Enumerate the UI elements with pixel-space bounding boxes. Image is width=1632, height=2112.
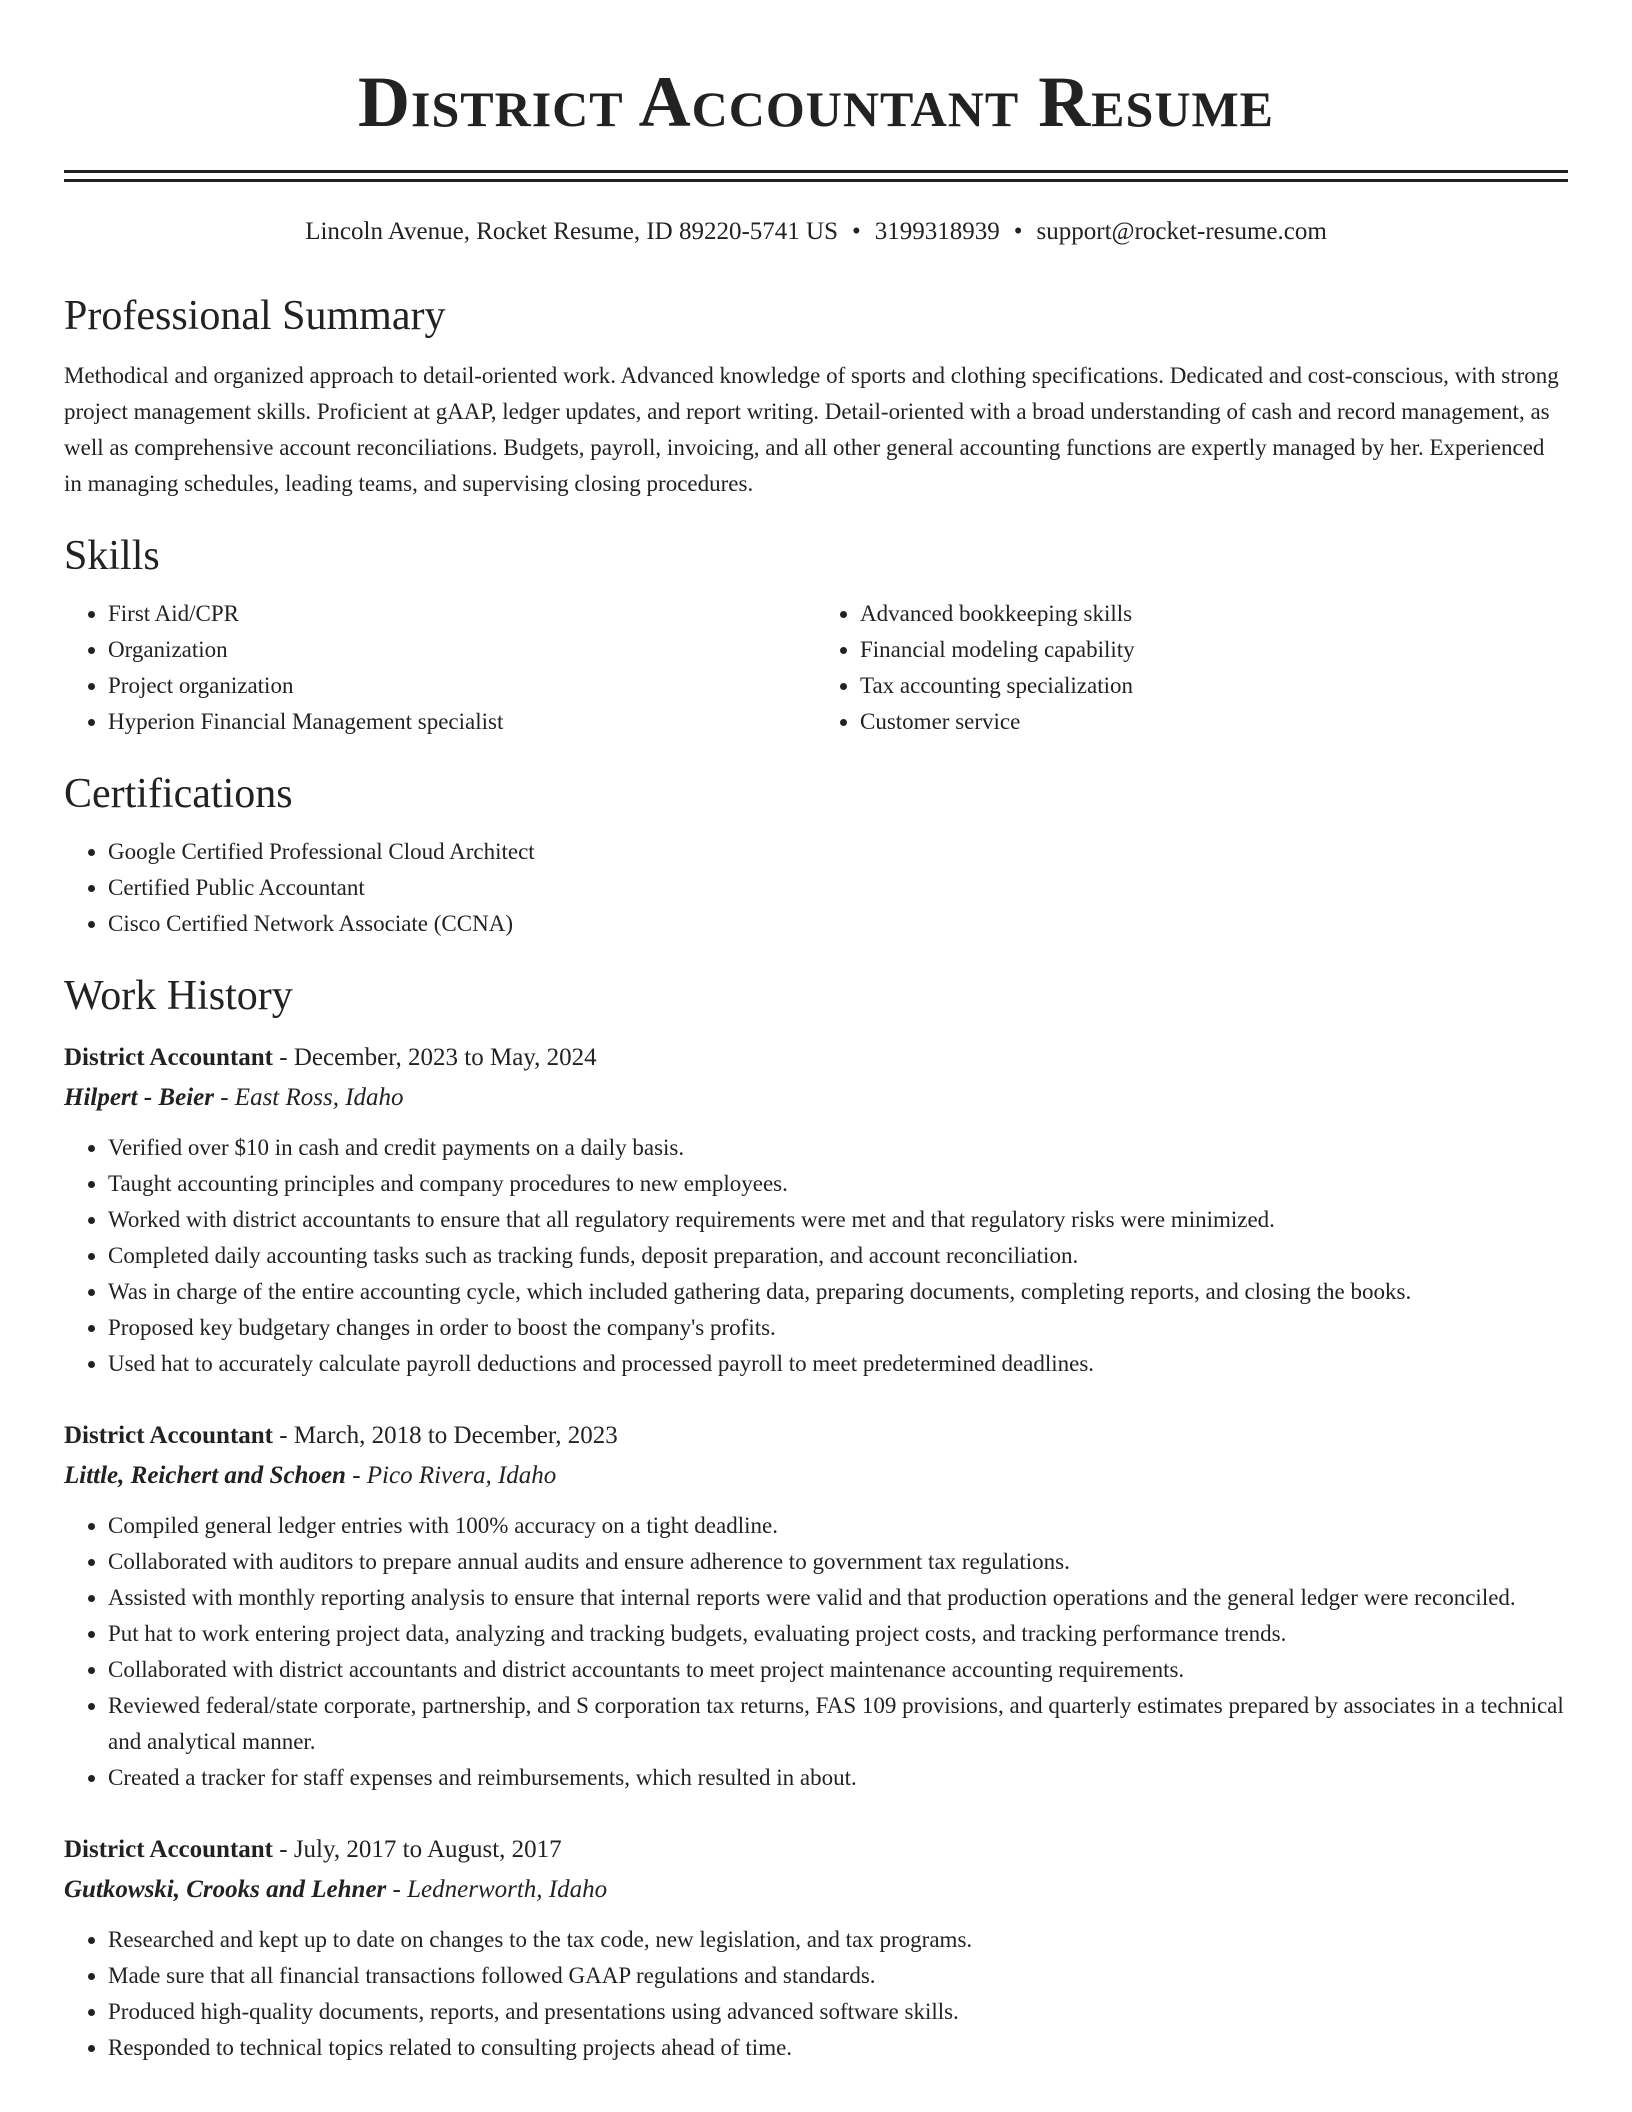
job-bullet: • Proposed key budgetary changes in order to boost the company's profits. <box>108 1310 1568 1346</box>
job-bullet: • Researched and kept up to date on changes to the tax code, new legislation, and tax programs. <box>108 1922 1568 1958</box>
contact-email: support@rocket-resume.com <box>1036 218 1327 245</box>
job-title: District Accountant <box>64 1044 273 1071</box>
summary-heading: Professional Summary <box>64 293 446 339</box>
title-divider-top <box>64 170 1568 173</box>
job-bullet: • Put hat to work entering project data, analyzing and tracking budgets, evaluating project costs, and tracking performance trends. <box>108 1616 1568 1652</box>
certification-item: • Cisco Certified Network Associate (CCNA) <box>108 906 1568 942</box>
skill-item: • Advanced bookkeeping skills <box>860 596 1568 632</box>
resume-title: District Accountant Resume <box>358 62 1274 142</box>
certifications-heading: Certifications <box>64 771 293 817</box>
skill-item: • Organization <box>108 632 816 668</box>
job-title-line <box>64 1038 1568 1078</box>
job-title: District Accountant <box>64 1422 273 1449</box>
job-location: - Lednerworth, Idaho <box>386 1876 608 1903</box>
job-bullets <box>64 1922 1568 2066</box>
job-bullet: • Created a tracker for staff expenses and reimbursements, which resulted in about. <box>108 1760 1568 1796</box>
skill-item: • Hyperion Financial Management specialist <box>108 704 816 740</box>
certification-item: • Google Certified Professional Cloud Architect <box>108 834 1568 870</box>
skill-item: • First Aid/CPR <box>108 596 816 632</box>
job-company: Hilpert - Beier <box>64 1084 214 1111</box>
job-company-line <box>64 1456 1568 1496</box>
work-history-heading: Work History <box>64 973 293 1019</box>
job-bullet: • Taught accounting principles and company procedures to new employees. <box>108 1166 1568 1202</box>
certifications-list <box>64 834 1568 942</box>
job-company: Little, Reichert and Schoen <box>64 1462 346 1489</box>
job-title-line <box>64 1416 1568 1456</box>
skill-item: • Customer service <box>860 704 1568 740</box>
skills-columns <box>64 596 1568 740</box>
job-entry <box>64 1830 1568 2066</box>
contact-separator: • <box>851 218 861 245</box>
job-bullet: • Worked with district accountants to ensure that all regulatory requirements were met and that regulatory risks were minimized. <box>108 1202 1568 1238</box>
job-bullets <box>64 1508 1568 1796</box>
skill-item: • Project organization <box>108 668 816 704</box>
skills-left-list <box>64 596 816 740</box>
certification-item: • Certified Public Accountant <box>108 870 1568 906</box>
contact-phone: 3199318939 <box>874 218 1000 245</box>
job-bullet: • Produced high-quality documents, reports, and presentations using advanced software skills. <box>108 1994 1568 2030</box>
job-bullet: • Responded to technical topics related to consulting projects ahead of time. <box>108 2030 1568 2066</box>
contact-address: Lincoln Avenue, Rocket Resume, ID 89220-5741 US <box>305 218 838 245</box>
skills-heading: Skills <box>64 533 160 579</box>
contact-separator: • <box>1013 218 1023 245</box>
job-entry <box>64 1416 1568 1796</box>
job-bullet: • Completed daily accounting tasks such as tracking funds, deposit preparation, and account reconciliation. <box>108 1238 1568 1274</box>
contact-line <box>64 216 1568 248</box>
job-bullet: • Reviewed federal/state corporate, partnership, and S corporation tax returns, FAS 109 provisions, and quarterly estimates prepared by associates in a technical and analytical manner. <box>108 1688 1568 1760</box>
job-dates: - March, 2018 to December, 2023 <box>273 1422 618 1449</box>
job-bullets <box>64 1130 1568 1382</box>
job-company-line <box>64 1078 1568 1118</box>
skill-item: • Tax accounting specialization <box>860 668 1568 704</box>
job-bullet: • Used hat to accurately calculate payroll deductions and processed payroll to meet predetermined deadlines. <box>108 1346 1568 1382</box>
skill-item: • Financial modeling capability <box>860 632 1568 668</box>
job-company-line <box>64 1870 1568 1910</box>
job-dates: - July, 2017 to August, 2017 <box>273 1836 562 1863</box>
skills-right-list <box>816 596 1568 740</box>
job-bullet: • Compiled general ledger entries with 100% accuracy on a tight deadline. <box>108 1508 1568 1544</box>
job-company: Gutkowski, Crooks and Lehner <box>64 1876 387 1903</box>
summary-text: Methodical and organized approach to detail-oriented work. Advanced knowledge of sports and clothing specifications. Dedicated and cost-conscious, with strong project management skills. Proficient at gAAP, ledger updates, and report writing. Detail-oriented with a broad understanding of cash and record management, as well as comprehensive account reconciliations. Budgets, payroll, invoicing, and all other general accounting functions are expertly managed by her. Experienced in managing schedules, leading teams, and supervising closing procedures. <box>64 363 1559 496</box>
job-bullet: • Made sure that all financial transactions followed GAAP regulations and standards. <box>108 1958 1568 1994</box>
job-bullet: • Assisted with monthly reporting analysis to ensure that internal reports were valid and that production operations and the general ledger were reconciled. <box>108 1580 1568 1616</box>
job-bullet: • Was in charge of the entire accounting cycle, which included gathering data, preparing documents, completing reports, and closing the books. <box>108 1274 1568 1310</box>
job-bullet: • Collaborated with district accountants and district accountants to meet project maintenance accounting requirements. <box>108 1652 1568 1688</box>
job-title-line <box>64 1830 1568 1870</box>
job-bullet: • Verified over $10 in cash and credit payments on a daily basis. <box>108 1130 1568 1166</box>
job-entry <box>64 1038 1568 1382</box>
job-location: - East Ross, Idaho <box>213 1084 404 1111</box>
job-location: - Pico Rivera, Idaho <box>345 1462 557 1489</box>
job-title: District Accountant <box>64 1836 273 1863</box>
title-divider-bottom <box>64 179 1568 182</box>
job-dates: - December, 2023 to May, 2024 <box>273 1044 597 1071</box>
job-bullet: • Collaborated with auditors to prepare annual audits and ensure adherence to government tax regulations. <box>108 1544 1568 1580</box>
